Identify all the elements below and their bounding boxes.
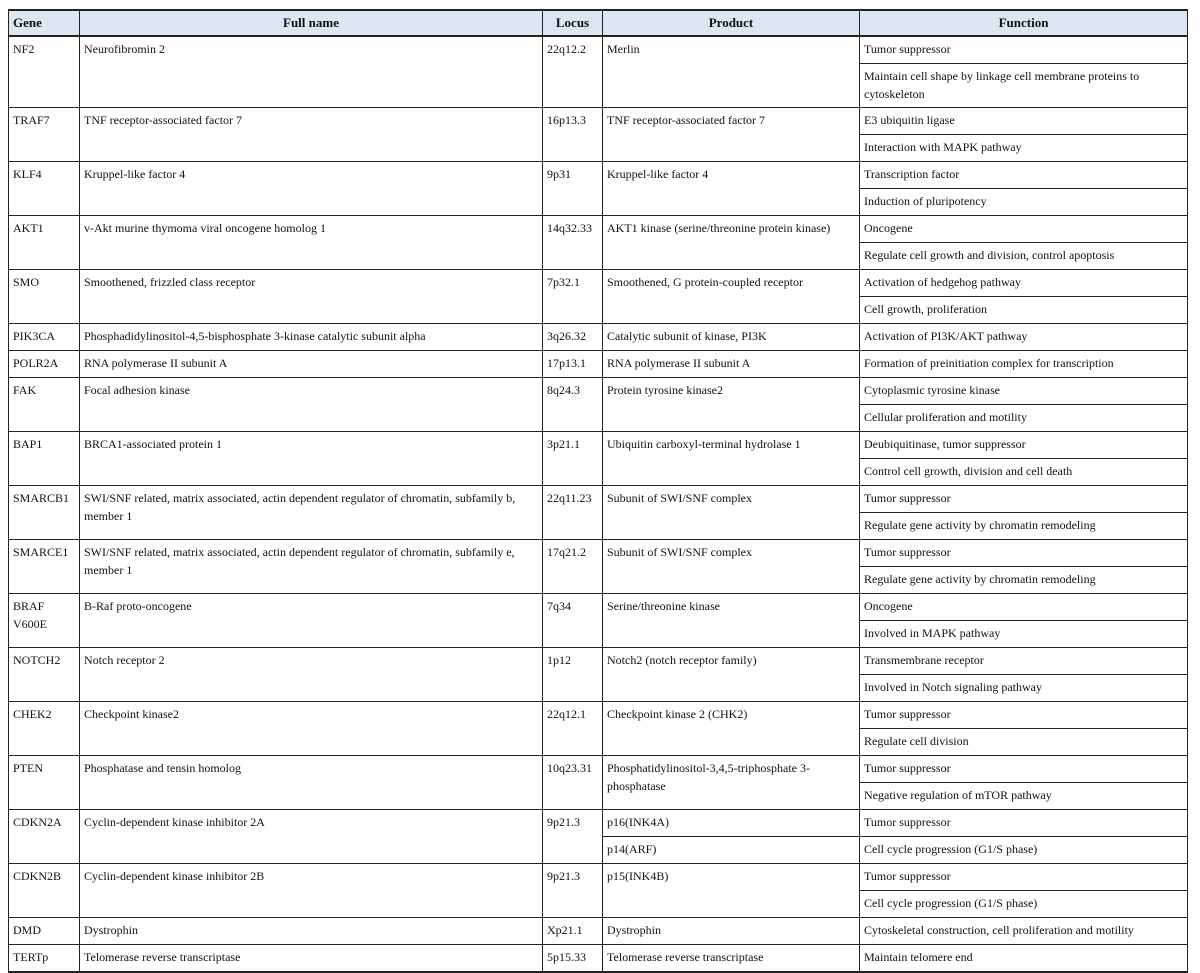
function-cell: Cytoskeletal construction, cell proliferation and motility (860, 918, 1188, 945)
full-name-cell: Phosphadidylinositol-4,5-bisphosphate 3-kinase catalytic subunit alpha (80, 324, 543, 351)
function-cell: Involved in MAPK pathway (860, 621, 1188, 648)
table-body (9, 36, 1188, 972)
locus-cell: 22q12.2 (543, 36, 603, 108)
table-row (9, 756, 1188, 783)
table-row (9, 108, 1188, 135)
product-cell: TNF receptor-associated factor 7 (603, 108, 860, 162)
locus-cell: 8q24.3 (543, 378, 603, 432)
locus-cell: 16p13.3 (543, 108, 603, 162)
product-cell: Catalytic subunit of kinase, PI3K (603, 324, 860, 351)
full-name-cell: TNF receptor-associated factor 7 (80, 108, 543, 162)
column-header-product: Product (603, 10, 860, 36)
product-cell: p16(INK4A) (603, 810, 860, 837)
gene-cell: AKT1 (9, 216, 80, 270)
function-cell: Negative regulation of mTOR pathway (860, 783, 1188, 810)
function-cell: Formation of preinitiation complex for transcription (860, 351, 1188, 378)
function-cell: E3 ubiquitin ligase (860, 108, 1188, 135)
locus-cell: 9p21.3 (543, 864, 603, 918)
table-row (9, 945, 1188, 973)
full-name-cell: Telomerase reverse transcriptase (80, 945, 543, 973)
column-header-locus: Locus (543, 10, 603, 36)
gene-cell: POLR2A (9, 351, 80, 378)
product-cell: p14(ARF) (603, 837, 860, 864)
gene-cell: NF2 (9, 36, 80, 108)
table-row (9, 702, 1188, 729)
function-cell: Regulate gene activity by chromatin remodeling (860, 513, 1188, 540)
function-cell: Tumor suppressor (860, 36, 1188, 64)
full-name-cell: Checkpoint kinase2 (80, 702, 543, 756)
locus-cell: 14q32.33 (543, 216, 603, 270)
function-cell: Cytoplasmic tyrosine kinase (860, 378, 1188, 405)
locus-cell: 7p32.1 (543, 270, 603, 324)
function-cell: Oncogene (860, 216, 1188, 243)
product-cell: RNA polymerase II subunit A (603, 351, 860, 378)
table-row (9, 540, 1188, 567)
function-cell: Cell growth, proliferation (860, 297, 1188, 324)
product-cell: Phosphatidylinositol-3,4,5-triphosphate 3-phosphatase (603, 756, 860, 810)
table-row (9, 162, 1188, 189)
gene-cell: DMD (9, 918, 80, 945)
function-cell: Induction of pluripotency (860, 189, 1188, 216)
function-cell: Cellular proliferation and motility (860, 405, 1188, 432)
full-name-cell: Notch receptor 2 (80, 648, 543, 702)
function-cell: Oncogene (860, 594, 1188, 621)
full-name-cell: Smoothened, frizzled class receptor (80, 270, 543, 324)
product-cell: p15(INK4B) (603, 864, 860, 918)
product-cell: Serine/threonine kinase (603, 594, 860, 648)
table-row (9, 216, 1188, 243)
locus-cell: 9p31 (543, 162, 603, 216)
column-header-full-name: Full name (80, 10, 543, 36)
locus-cell: Xp21.1 (543, 918, 603, 945)
product-cell: Checkpoint kinase 2 (CHK2) (603, 702, 860, 756)
full-name-cell: Focal adhesion kinase (80, 378, 543, 432)
function-cell: Control cell growth, division and cell death (860, 459, 1188, 486)
full-name-cell: SWI/SNF related, matrix associated, actin dependent regulator of chromatin, subfamily e, member 1 (80, 540, 543, 594)
locus-cell: 10q23.31 (543, 756, 603, 810)
gene-cell: BAP1 (9, 432, 80, 486)
function-cell: Tumor suppressor (860, 540, 1188, 567)
gene-cell: SMO (9, 270, 80, 324)
locus-cell: 17q21.2 (543, 540, 603, 594)
full-name-cell: RNA polymerase II subunit A (80, 351, 543, 378)
table-row (9, 432, 1188, 459)
table-row (9, 864, 1188, 891)
table-row (9, 351, 1188, 378)
gene-cell: TRAF7 (9, 108, 80, 162)
product-cell: Ubiquitin carboxyl-terminal hydrolase 1 (603, 432, 860, 486)
function-cell: Tumor suppressor (860, 756, 1188, 783)
locus-cell: 3q26.32 (543, 324, 603, 351)
locus-cell: 5p15.33 (543, 945, 603, 973)
gene-cell: PTEN (9, 756, 80, 810)
full-name-cell: Cyclin-dependent kinase inhibitor 2A (80, 810, 543, 864)
full-name-cell: Cyclin-dependent kinase inhibitor 2B (80, 864, 543, 918)
column-header-function: Function (860, 10, 1188, 36)
product-cell: Notch2 (notch receptor family) (603, 648, 860, 702)
function-cell: Transmembrane receptor (860, 648, 1188, 675)
function-cell: Regulate cell growth and division, control apoptosis (860, 243, 1188, 270)
full-name-cell: BRCA1-associated protein 1 (80, 432, 543, 486)
product-cell: Protein tyrosine kinase2 (603, 378, 860, 432)
full-name-cell: SWI/SNF related, matrix associated, actin dependent regulator of chromatin, subfamily b, member 1 (80, 486, 543, 540)
function-cell: Tumor suppressor (860, 810, 1188, 837)
locus-cell: 17p13.1 (543, 351, 603, 378)
gene-cell: SMARCE1 (9, 540, 80, 594)
full-name-cell: v-Akt murine thymoma viral oncogene homolog 1 (80, 216, 543, 270)
function-cell: Tumor suppressor (860, 702, 1188, 729)
product-cell: Telomerase reverse transcriptase (603, 945, 860, 973)
function-cell: Maintain telomere end (860, 945, 1188, 973)
function-cell: Maintain cell shape by linkage cell membrane proteins to cytoskeleton (860, 64, 1188, 108)
locus-cell: 3p21.1 (543, 432, 603, 486)
table-row (9, 36, 1188, 64)
product-cell: AKT1 kinase (serine/threonine protein kinase) (603, 216, 860, 270)
table-row (9, 594, 1188, 621)
gene-cell: CDKN2B (9, 864, 80, 918)
table-header (9, 10, 1188, 36)
table-row (9, 270, 1188, 297)
function-cell: Cell cycle progression (G1/S phase) (860, 891, 1188, 918)
locus-cell: 22q11.23 (543, 486, 603, 540)
gene-cell: FAK (9, 378, 80, 432)
full-name-cell: B-Raf proto-oncogene (80, 594, 543, 648)
full-name-cell: Phosphatase and tensin homolog (80, 756, 543, 810)
table-row (9, 810, 1188, 837)
product-cell: Subunit of SWI/SNF complex (603, 540, 860, 594)
gene-cell: BRAF V600E (9, 594, 80, 648)
full-name-cell: Dystrophin (80, 918, 543, 945)
function-cell: Transcription factor (860, 162, 1188, 189)
table-row (9, 486, 1188, 513)
product-cell: Kruppel-like factor 4 (603, 162, 860, 216)
table-row (9, 378, 1188, 405)
gene-cell: CDKN2A (9, 810, 80, 864)
function-cell: Deubiquitinase, tumor suppressor (860, 432, 1188, 459)
gene-cell: CHEK2 (9, 702, 80, 756)
gene-table (8, 9, 1188, 973)
function-cell: Activation of PI3K/AKT pathway (860, 324, 1188, 351)
product-cell: Dystrophin (603, 918, 860, 945)
function-cell: Cell cycle progression (G1/S phase) (860, 837, 1188, 864)
gene-cell: KLF4 (9, 162, 80, 216)
gene-cell: TERTp (9, 945, 80, 973)
table-row (9, 648, 1188, 675)
function-cell: Regulate gene activity by chromatin remodeling (860, 567, 1188, 594)
full-name-cell: Kruppel-like factor 4 (80, 162, 543, 216)
locus-cell: 22q12.1 (543, 702, 603, 756)
gene-cell: SMARCB1 (9, 486, 80, 540)
table-row (9, 918, 1188, 945)
function-cell: Regulate cell division (860, 729, 1188, 756)
function-cell: Involved in Notch signaling pathway (860, 675, 1188, 702)
full-name-cell: Neurofibromin 2 (80, 36, 543, 108)
function-cell: Tumor suppressor (860, 486, 1188, 513)
function-cell: Tumor suppressor (860, 864, 1188, 891)
locus-cell: 1p12 (543, 648, 603, 702)
column-header-gene: Gene (9, 10, 80, 36)
table-row (9, 324, 1188, 351)
gene-cell: PIK3CA (9, 324, 80, 351)
locus-cell: 9p21.3 (543, 810, 603, 864)
locus-cell: 7q34 (543, 594, 603, 648)
product-cell: Merlin (603, 36, 860, 108)
product-cell: Smoothened, G protein-coupled receptor (603, 270, 860, 324)
function-cell: Activation of hedgehog pathway (860, 270, 1188, 297)
gene-cell: NOTCH2 (9, 648, 80, 702)
product-cell: Subunit of SWI/SNF complex (603, 486, 860, 540)
header-row (9, 10, 1188, 36)
function-cell: Interaction with MAPK pathway (860, 135, 1188, 162)
